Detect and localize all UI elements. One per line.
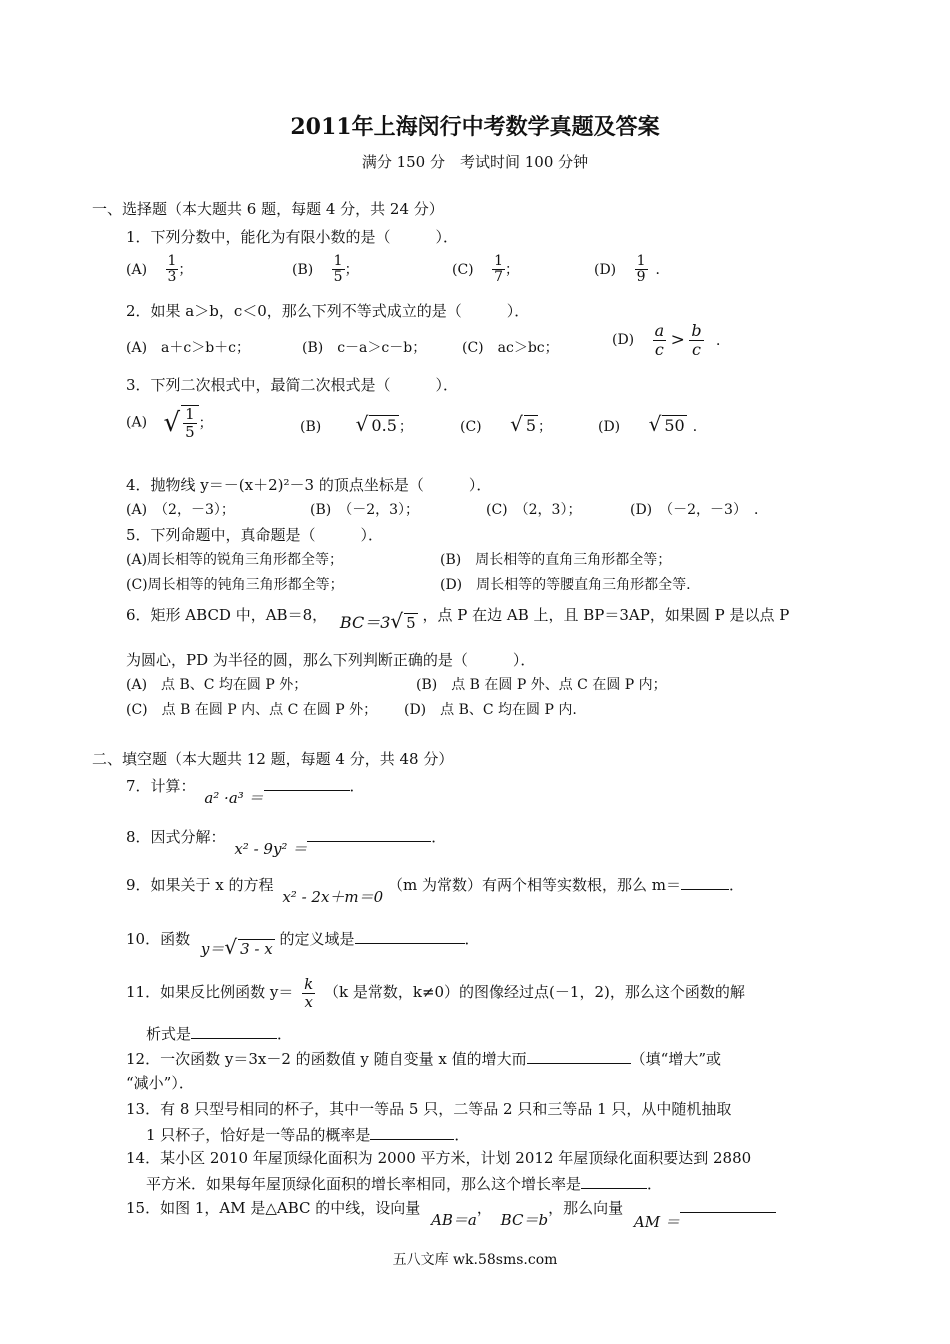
q4-option-a: (A) （2，－3）；	[126, 502, 235, 518]
fraction	[302, 976, 315, 1010]
option-label: (C)	[460, 419, 482, 435]
option-label: (A)	[126, 414, 148, 431]
q11-tail: （k 是常数，k≠0）的图像经过点(－1，2)，那么这个函数的解	[324, 983, 745, 1001]
radicand: 50	[664, 416, 685, 435]
q14-line2: 平方米．如果每年屋顶绿化面积的增长率相同，那么这个增长率是	[146, 1175, 582, 1193]
q13-end: ．	[454, 1126, 470, 1144]
q10-end: ．	[464, 930, 480, 948]
radicand: 3 - x	[240, 940, 273, 958]
radical-sign: √	[355, 412, 369, 436]
exam-info: 满分 150 分 考试时间 100 分钟	[361, 153, 589, 171]
question-9	[126, 873, 744, 906]
radical-sign: √	[510, 412, 523, 436]
separator: ．	[716, 333, 731, 350]
answer-blank	[680, 1202, 776, 1213]
numerator: 1	[185, 405, 195, 423]
separator: ，	[476, 1199, 492, 1217]
radicand: 0.5	[371, 416, 397, 435]
q6-stem-start: 6．矩形 ABCD 中，AB＝8，	[126, 606, 328, 624]
q11-stem: 11．如果反比例函数 y＝	[126, 983, 294, 1001]
option-label: (B)	[300, 419, 322, 435]
denominator: c	[654, 339, 664, 359]
question-8	[126, 825, 447, 858]
question-4-stem: 4．抛物线 y＝－(x＋2)²－3 的顶点坐标是（ ）．	[126, 476, 492, 494]
q4-option-c: (C) （2，3）；	[486, 502, 582, 518]
q6-option-b: (B) 点 B 在圆 P 外、点 C 在圆 P 内；	[416, 677, 667, 693]
q4-option-b: (B) （－2，3）；	[310, 502, 420, 518]
q15-tail: ，那么向量	[548, 1199, 624, 1217]
bc-length: BC＝3	[339, 613, 391, 632]
q9-equation: x² - 2x＋m＝0	[282, 888, 384, 906]
separator: ；	[538, 419, 553, 435]
q3-option-a	[126, 405, 213, 440]
q3-option-c	[460, 412, 552, 436]
q2-option-b: (B) c－a＞c－b；	[302, 340, 427, 356]
question-14: 14．某小区 2010 年屋顶绿化面积为 2000 平方米，计划 2012 年屋顶绿化面积要达到 2880	[126, 1149, 752, 1167]
footer-watermark: 五八文库 wk.58sms.com	[392, 1252, 558, 1268]
fraction	[689, 322, 703, 358]
q15-stem: 15．如图 1，AM 是△ABC 的中线，设向量	[126, 1199, 421, 1217]
answer-blank	[581, 1172, 647, 1189]
fraction	[492, 254, 505, 286]
q6-option-a: (A) 点 B、C 均在圆 P 外；	[126, 677, 308, 693]
q1-option-c	[452, 254, 519, 286]
answer-blank	[370, 1123, 454, 1140]
vector-am: AM ＝	[633, 1213, 680, 1231]
q10-function: y＝	[200, 940, 225, 958]
question-6-stem-line2: 为圆心，PD 为半径的圆，那么下列判断正确的是（ ）．	[126, 651, 536, 669]
denominator: x	[304, 992, 313, 1011]
question-7	[126, 774, 365, 807]
denominator: 9	[636, 269, 646, 286]
question-3-stem: 3．下列二次根式中，最简二次根式是（ ）．	[126, 376, 459, 394]
q9-end: ．	[728, 876, 744, 894]
q5-option-b: (B) 周长相等的直角三角形都全等；	[440, 552, 672, 568]
question-2-stem: 2．如果 a＞b，c＜0，那么下列不等式成立的是（ ）．	[126, 302, 530, 320]
separator: ；	[398, 419, 413, 435]
fraction	[166, 254, 179, 286]
answer-blank	[307, 825, 431, 842]
q6-stem-middle: ，点 P 在边 AB 上，且 BP＝3AP，如果圆 P 是以点 P	[422, 606, 790, 624]
option-label: (A)	[126, 261, 148, 278]
radicand: 5	[525, 416, 537, 435]
q8-expression: x² - 9y² ＝	[234, 840, 308, 858]
q5-option-c: (C)周长相等的钝角三角形都全等；	[126, 577, 344, 593]
numerator: k	[304, 975, 314, 993]
answer-blank	[191, 1022, 277, 1039]
answer-blank	[355, 927, 465, 944]
option-label: (D)	[598, 419, 621, 435]
denominator: 5	[333, 269, 343, 286]
denominator: 3	[167, 269, 177, 286]
numerator: 1	[167, 253, 177, 269]
q6-option-d: (D) 点 B、C 均在圆 P 内.	[404, 702, 577, 718]
numerator: b	[691, 321, 702, 340]
fraction	[181, 405, 199, 440]
question-6-stem	[126, 601, 790, 633]
answer-blank	[681, 873, 729, 890]
q5-option-d: (D) 周长相等的等腰直角三角形都全等.	[440, 577, 691, 593]
radical-sign: √	[648, 412, 662, 436]
q9-stem: 9．如果关于 x 的方程	[126, 876, 274, 894]
q3-option-d	[598, 412, 707, 436]
fraction	[635, 254, 648, 286]
numerator: 1	[494, 253, 504, 269]
answer-blank	[264, 774, 350, 791]
question-14-line2	[146, 1172, 662, 1194]
section-heading-fill: 二、填空题（本大题共 12 题，每题 4 分，共 48 分）	[92, 750, 454, 768]
question-1-stem: 1．下列分数中，能化为有限小数的是（ ）．	[126, 228, 459, 246]
denominator: 5	[185, 422, 195, 441]
q11-line2: 析式是	[146, 1025, 192, 1043]
option-label: (D)	[612, 332, 635, 349]
fraction	[332, 254, 345, 286]
q1-option-d	[594, 254, 670, 286]
question-13-line2	[146, 1123, 469, 1145]
vector-ab: AB＝a	[431, 1211, 477, 1229]
separator: ；	[505, 261, 520, 278]
question-12-line2: “减小”）．	[126, 1074, 194, 1092]
question-5-stem: 5．下列命题中，真命题是（ ）．	[126, 526, 384, 544]
option-label: (B)	[292, 261, 314, 278]
q2-option-c: (C) ac＞bc；	[462, 340, 559, 356]
q11-end: ．	[277, 1025, 293, 1043]
q8-end: ．	[431, 828, 447, 846]
q10-stem: 10．函数	[126, 930, 191, 948]
question-13: 13．有 8 只型号相同的杯子，其中一等品 5 只，二等品 2 只和三等品 1 只，从中随机抽取	[126, 1100, 732, 1118]
q12-tail: （填“增大”或	[630, 1050, 721, 1068]
option-label: (D)	[594, 261, 617, 278]
q7-stem: 7．计算：	[126, 777, 196, 795]
q2-option-a: (A) a＋c＞b＋c；	[126, 340, 251, 356]
q2-option-d	[612, 322, 730, 358]
numerator: a	[654, 321, 665, 340]
option-label: (C)	[452, 261, 474, 278]
question-10	[126, 925, 480, 959]
question-11-line2	[146, 1022, 292, 1044]
denominator: c	[691, 339, 701, 359]
fraction	[653, 322, 667, 358]
separator: ；	[344, 261, 359, 278]
q8-stem: 8．因式分解：	[126, 828, 226, 846]
q13-line2: 1 只杯子，恰好是一等品的概率是	[146, 1126, 371, 1144]
q1-option-a	[126, 254, 192, 286]
q9-tail: （m 为常数）有两个相等实数根，那么 m＝	[387, 876, 681, 894]
denominator: 7	[494, 269, 504, 286]
greater-than: >	[670, 330, 685, 351]
q3-option-b	[300, 412, 413, 436]
q1-option-b	[292, 254, 359, 286]
radical-sign: √	[224, 935, 238, 959]
separator: ；	[178, 261, 193, 278]
radical-sign: √	[163, 407, 181, 438]
q7-end: ．	[349, 777, 365, 795]
answer-blank	[527, 1047, 631, 1064]
q14-end: ．	[647, 1175, 663, 1193]
separator: ；	[198, 415, 213, 432]
separator: ．	[655, 261, 670, 278]
q6-option-c: (C) 点 B 在圆 P 内、点 C 在圆 P 外；	[126, 702, 378, 718]
question-12	[126, 1047, 721, 1069]
section-heading-choice: 一、选择题（本大题共 6 题，每题 4 分，共 24 分）	[92, 200, 444, 218]
page-title: 2011年上海闵行中考数学真题及答案	[290, 114, 660, 140]
q12-stem: 12．一次函数 y＝3x－2 的函数值 y 随自变量 x 值的增大而	[126, 1050, 527, 1068]
q4-option-d: (D) （－2，－3） ．	[630, 502, 768, 518]
q10-tail: 的定义域是	[279, 930, 355, 948]
radical-sign: √	[390, 609, 404, 633]
question-15	[126, 1197, 776, 1231]
q5-option-a: (A)周长相等的锐角三角形都全等；	[126, 552, 344, 568]
question-11	[126, 976, 745, 1010]
separator: ．	[692, 419, 707, 435]
numerator: 1	[636, 253, 646, 269]
numerator: 1	[333, 253, 343, 269]
vector-bc: BC＝b	[500, 1211, 549, 1229]
radicand: 5	[406, 614, 416, 632]
q7-expression: a² ·a³ ＝	[204, 789, 264, 807]
